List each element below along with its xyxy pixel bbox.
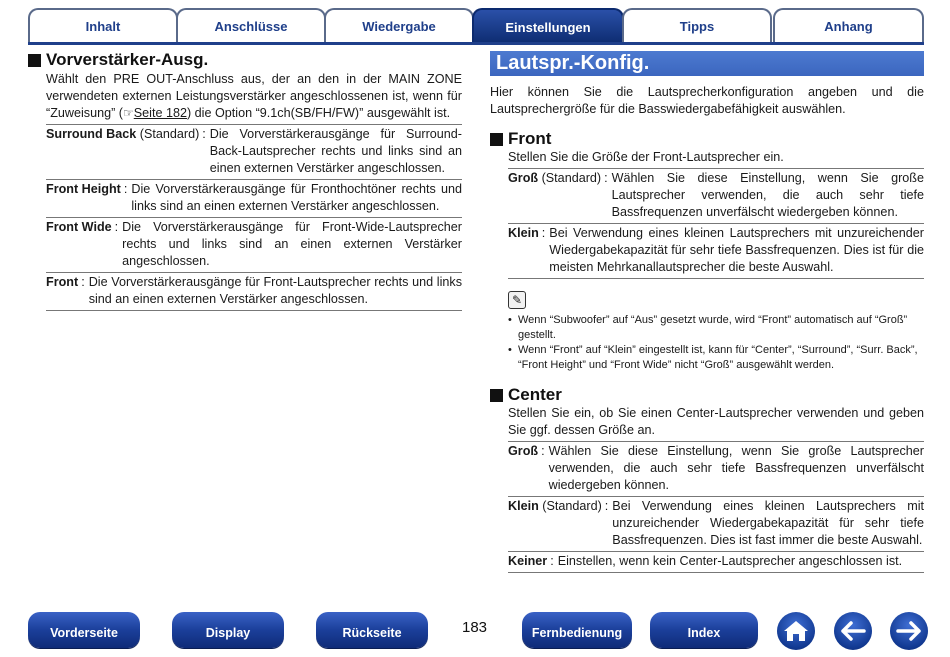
left-column (28, 50, 462, 311)
term-label: Front Height (46, 182, 121, 196)
intro-text-a: Wählt den PRE OUT-Anschluss aus, der an den in der MAIN ZONE verwendeten externen Leistungsverstärker angeschlossenen ist, wenn für “Zuweisung” ( (46, 72, 462, 120)
tab-anhang[interactable]: Anhang (773, 8, 924, 43)
front-body (508, 149, 924, 373)
fernbedienung-button[interactable]: Fernbedienung (522, 612, 632, 648)
option-row (508, 496, 924, 551)
square-bullet-icon (28, 54, 41, 67)
separator: : (81, 275, 85, 289)
table-end-rule (46, 310, 462, 311)
separator: : (604, 499, 609, 513)
intro-text-b: ) die Option “9.1ch(SB/FH/FW)” ausgewählt ist. (186, 106, 451, 120)
option-desc: Einstellen, wenn kein Center-Lautsprecher angeschlossen ist. (557, 554, 903, 568)
option-row (508, 223, 924, 278)
option-term (46, 274, 78, 308)
page-title: Lautspr.-Konfig. (496, 52, 650, 74)
page-number: 183 (462, 619, 488, 636)
tab-wiedergabe[interactable]: Wiedergabe (324, 8, 474, 43)
index-button[interactable]: Index (650, 612, 758, 648)
separator: : (604, 171, 608, 185)
option-desc: Die Vorverstärkerausgänge für Fronthochtöner rechts und links sind an einen externen Verstärker angeschlossen. (131, 182, 462, 213)
display-button[interactable]: Display (172, 612, 284, 648)
option-row (508, 551, 924, 572)
option-term (508, 498, 602, 549)
arrow-left-icon (840, 621, 866, 641)
option-desc: Bei Verwendung eines kleinen Lautsprechers mit unzureichender Wiedergabekapazität für sehr tiefe Bassfrequenzen. Dies ist fast immer die beste Auswahl. (612, 499, 924, 547)
tab-inhalt[interactable]: Inhalt (28, 8, 178, 43)
tab-tipps[interactable]: Tipps (622, 8, 772, 43)
separator: : (114, 220, 119, 234)
note-item (508, 313, 924, 343)
note-text: Wenn “Subwoofer” auf “Aus” gesetzt wurde, wird “Front” automatisch auf “Groß” gestellt. (518, 314, 908, 341)
separator: : (550, 554, 554, 568)
seite-182-link[interactable]: Seite 182 (133, 106, 187, 120)
separator: : (202, 127, 206, 141)
center-body (508, 405, 924, 573)
option-desc: Bei Verwendung eines kleinen Lautsprechers mit unzureichender Wiedergabekapazität für sehr tiefe Bassfrequenzen. Dies ist für die meisten Mehrkanallautsprecher die beste Auswahl. (549, 226, 924, 274)
tab-einstellungen[interactable]: Einstellungen (472, 8, 624, 45)
note-item (508, 343, 924, 373)
option-row (46, 272, 462, 310)
option-term (46, 126, 199, 177)
hand-pointer-icon: ☞ (122, 106, 134, 120)
term-suffix: (Standard) (538, 171, 602, 185)
section-heading-front (490, 129, 924, 149)
table-end-rule (508, 278, 924, 279)
term-label: Groß (508, 171, 539, 185)
heading-text: Center (508, 385, 562, 404)
front-intro: Stellen Sie die Größe der Front-Lautsprecher ein. (508, 150, 784, 164)
option-row (46, 179, 462, 217)
option-row (508, 168, 924, 223)
note-text: Wenn “Front” auf “Klein” eingestellt ist, kann für “Center”, “Surround”, “Surr. Back”, “Front Height” und “Front Wide” nicht “Groß” ausgewählt werden. (518, 344, 918, 371)
lautspr-intro: Hier können Sie die Lautsprecherkonfiguration angeben und die Lautsprechergröße für die Basswiedergabefähigkeit auswählen. (490, 85, 924, 116)
section-heading-vorverstaerker (28, 50, 462, 70)
forward-button[interactable] (890, 612, 928, 650)
term-label: Klein (508, 226, 539, 240)
arrow-right-icon (896, 621, 922, 641)
option-term (508, 553, 547, 570)
back-button[interactable] (834, 612, 872, 650)
term-suffix: (Standard) (136, 127, 200, 141)
section-heading-center (490, 385, 924, 405)
option-desc: Die Vorverstärkerausgänge für Front-Wide-Lautsprecher rechts und links sind an einen externen Verstärker angeschlossen. (122, 220, 462, 268)
bullet: • (508, 344, 512, 356)
option-term (508, 225, 539, 276)
option-row (508, 441, 924, 496)
option-desc: Die Vorverstärkerausgänge für Front-Lautsprecher rechts und links sind an einen externen Verstärker angeschlossen. (88, 275, 462, 306)
rueckseite-button[interactable]: Rückseite (316, 612, 428, 648)
home-icon (783, 619, 809, 643)
term-label: Groß (508, 444, 539, 458)
heading-text: Vorverstärker-Ausg. (46, 50, 209, 69)
option-desc: Wählen Sie diese Einstellung, wenn Sie große Lautsprecher verwenden, die auch sehr tiefe Bassfrequenzen unverfälscht wiedergeben können. (611, 171, 924, 219)
vorverstaerker-options (46, 124, 462, 311)
term-label: Front (46, 275, 79, 289)
note-block (508, 291, 924, 373)
vorderseite-button[interactable]: Vorderseite (28, 612, 140, 648)
separator: : (123, 182, 128, 196)
vorverstaerker-intro (46, 71, 462, 122)
center-intro: Stellen Sie ein, ob Sie einen Center-Lautsprecher verwenden und geben Sie ggf. dessen Größe an. (508, 406, 924, 437)
square-bullet-icon (490, 389, 503, 402)
option-row (46, 124, 462, 179)
bullet: • (508, 314, 512, 326)
home-button[interactable] (777, 612, 815, 650)
center-options (508, 441, 924, 573)
table-end-rule (508, 572, 924, 573)
term-label: Front Wide (46, 220, 112, 234)
right-column (490, 84, 924, 573)
term-label: Surround Back (46, 127, 137, 141)
pencil-icon: ✎ (508, 291, 526, 309)
page-title-bar (490, 51, 924, 76)
tab-anschluesse[interactable]: Anschlüsse (176, 8, 326, 43)
option-term (508, 170, 601, 221)
option-term (46, 181, 121, 215)
tab-underline (28, 42, 924, 45)
option-row (46, 217, 462, 272)
separator: : (541, 226, 546, 240)
term-suffix: (Standard) (538, 499, 602, 513)
option-term (508, 443, 538, 494)
option-desc: Wählen Sie diese Einstellung, wenn Sie große Lautsprecher verwenden, die auch sehr tiefe Bassfrequenzen unverfälscht wiedergeben können. (548, 444, 924, 492)
square-bullet-icon (490, 133, 503, 146)
heading-text: Front (508, 129, 552, 148)
separator: : (541, 444, 545, 458)
term-label: Keiner (508, 554, 548, 568)
front-options (508, 168, 924, 279)
term-label: Klein (508, 499, 539, 513)
tab-bar (28, 8, 924, 44)
option-term (46, 219, 112, 270)
option-desc: Die Vorverstärkerausgänge für Surround-Back-Lautsprecher rechts und links sind an einen externen Verstärker angeschlossen. (209, 127, 462, 175)
